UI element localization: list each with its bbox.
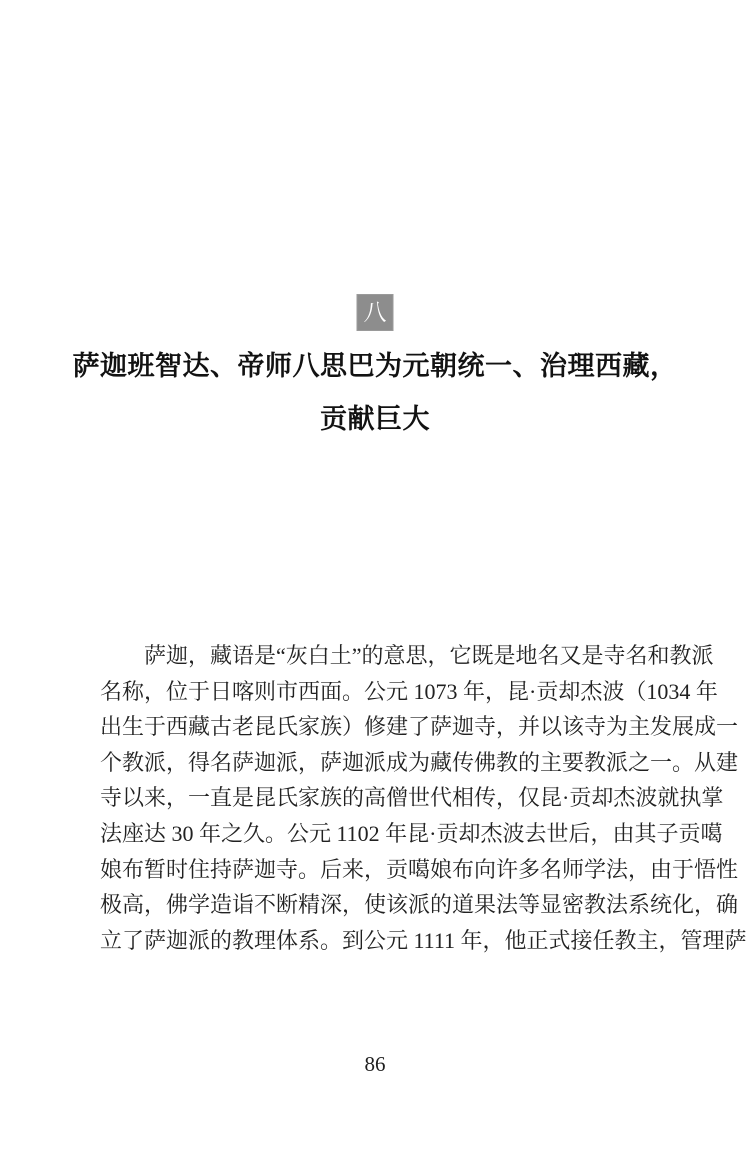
chapter-title-line-2: 贡献巨大 [320, 404, 430, 434]
chapter-title [60, 340, 690, 446]
body-line: 萨迦，藏语是“灰白土”的意思，它既是地名又是寺名和教派 [144, 643, 714, 668]
chapter-number-badge: 八 [357, 294, 394, 331]
chapter-title-line-1: 萨迦班智达、帝师八思巴为元朝统一、治理西藏， [72, 351, 678, 381]
body-line: 寺以来，一直是昆氏家族的高僧世代相传，仅昆·贡却杰波就执掌 [100, 785, 724, 811]
body-paragraph [100, 638, 747, 958]
body-line: 极高，佛学造诣不断精深，使该派的道果法等显密教法系统化，确 [100, 892, 739, 918]
body-line: 个教派，得名萨迦派，萨迦派成为藏传佛教的主要教派之一。从建 [100, 749, 739, 775]
body-line: 出生于西藏古老昆氏家族）修建了萨迦寺，并以该寺为主发展成一 [100, 714, 739, 740]
body-line: 法座达 30 年之久。公元 1102 年昆·贡却杰波去世后，由其子贡噶 [100, 820, 723, 846]
body-line: 立了萨迦派的教理体系。到公元 1111 年，他正式接任教主，管理萨 [100, 927, 747, 953]
body-line: 名称，位于日喀则市西面。公元 1073 年，昆·贡却杰波（1034 年 [100, 678, 718, 704]
body-line: 娘布暂时住持萨迦寺。后来，贡噶娘布向许多名师学法，由于悟性 [100, 856, 739, 882]
page-number: 86 [364, 1052, 386, 1076]
